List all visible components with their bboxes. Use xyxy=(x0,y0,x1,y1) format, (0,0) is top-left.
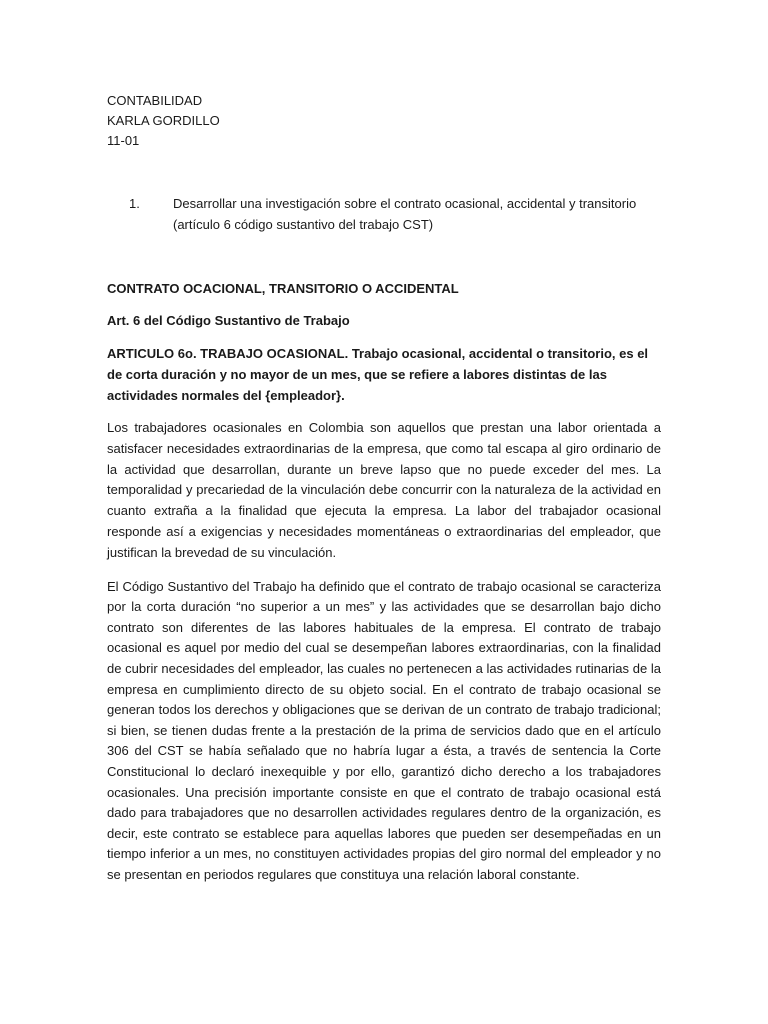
section-title: CONTRATO OCACIONAL, TRANSITORIO O ACCIDENTAL xyxy=(107,281,459,296)
article-text: ARTICULO 6o. TRABAJO OCASIONAL. Trabajo ocasional, accidental o transitorio, es el de corta duración y no mayor de un mes, que se refiere a labores distintas de las actividades normales del {empleador}. xyxy=(107,346,649,403)
task-number: 1. xyxy=(129,196,140,211)
subject-line: CONTABILIDAD xyxy=(107,93,203,108)
student-name: KARLA GORDILLO xyxy=(107,113,220,128)
task-text: Desarrollar una investigación sobre el contrato ocasional, accidental y transitorio (artículo 6 código sustantivo del trabajo CST) xyxy=(173,196,637,232)
group-code: 11-01 xyxy=(107,133,140,148)
document-body xyxy=(107,91,661,898)
article-reference: Art. 6 del Código Sustantivo de Trabajo xyxy=(107,313,350,328)
paragraph-1: Los trabajadores ocasionales en Colombia son aquellos que prestan una labor orientada a satisfacer necesidades extraordinarias de la empresa, que como tal escapa al giro ordinario de la actividad que desarrollan, durante un breve lapso que no puede exceder del mes. La temporalidad y precariedad de la vinculación debe concurrir con la naturaleza de la actividad en cuanto extraña a la finalidad que ejecuta la empresa. La labor del trabajador ocasional responde así a exigencias y necesidades momentáneas o extraordinarias del empleador, que justifican la brevedad de su vinculación. xyxy=(107,420,661,560)
task-list-item xyxy=(107,193,661,235)
document-header xyxy=(107,91,661,151)
paragraph-2: El Código Sustantivo del Trabajo ha definido que el contrato de trabajo ocasional se caracteriza por la corta duración “no superior a un mes” y las actividades que se desarrollan bajo dicho contrato son diferentes de las labores habituales de la empresa. El contrato de trabajo ocasional es aquel por medio del cual se desempeñan labores extraordinarias, con la finalidad de cubrir necesidades del empleador, las cuales no pertenecen a las actividades rutinarias de la empresa en cumplimiento directo de su objeto social. En el contrato de trabajo ocasional se generan todos los derechos y obligaciones que se derivan de un contrato de trabajo tradicional; si bien, se tienen dudas frente a la prestación de la prima de servicios dado que en el artículo 306 del CST se había señalado que no habría lugar a ésta, a través de sentencia la Corte Constitucional lo declaró inexequible y por ello, garantizó dicho derecho a los trabajadores ocasionales. Una precisión importante consiste en que el contrato de trabajo ocasional está dado para trabajadores que no desarrollen actividades regulares dentro de la organización, es decir, este contrato se establece para aquellas labores que pueden ser desempeñadas en un tiempo inferior a un mes, no constituyen actividades propias del giro normal del empleador y no se presentan en periodos regulares que constituya una relación laboral constante. xyxy=(107,578,661,882)
